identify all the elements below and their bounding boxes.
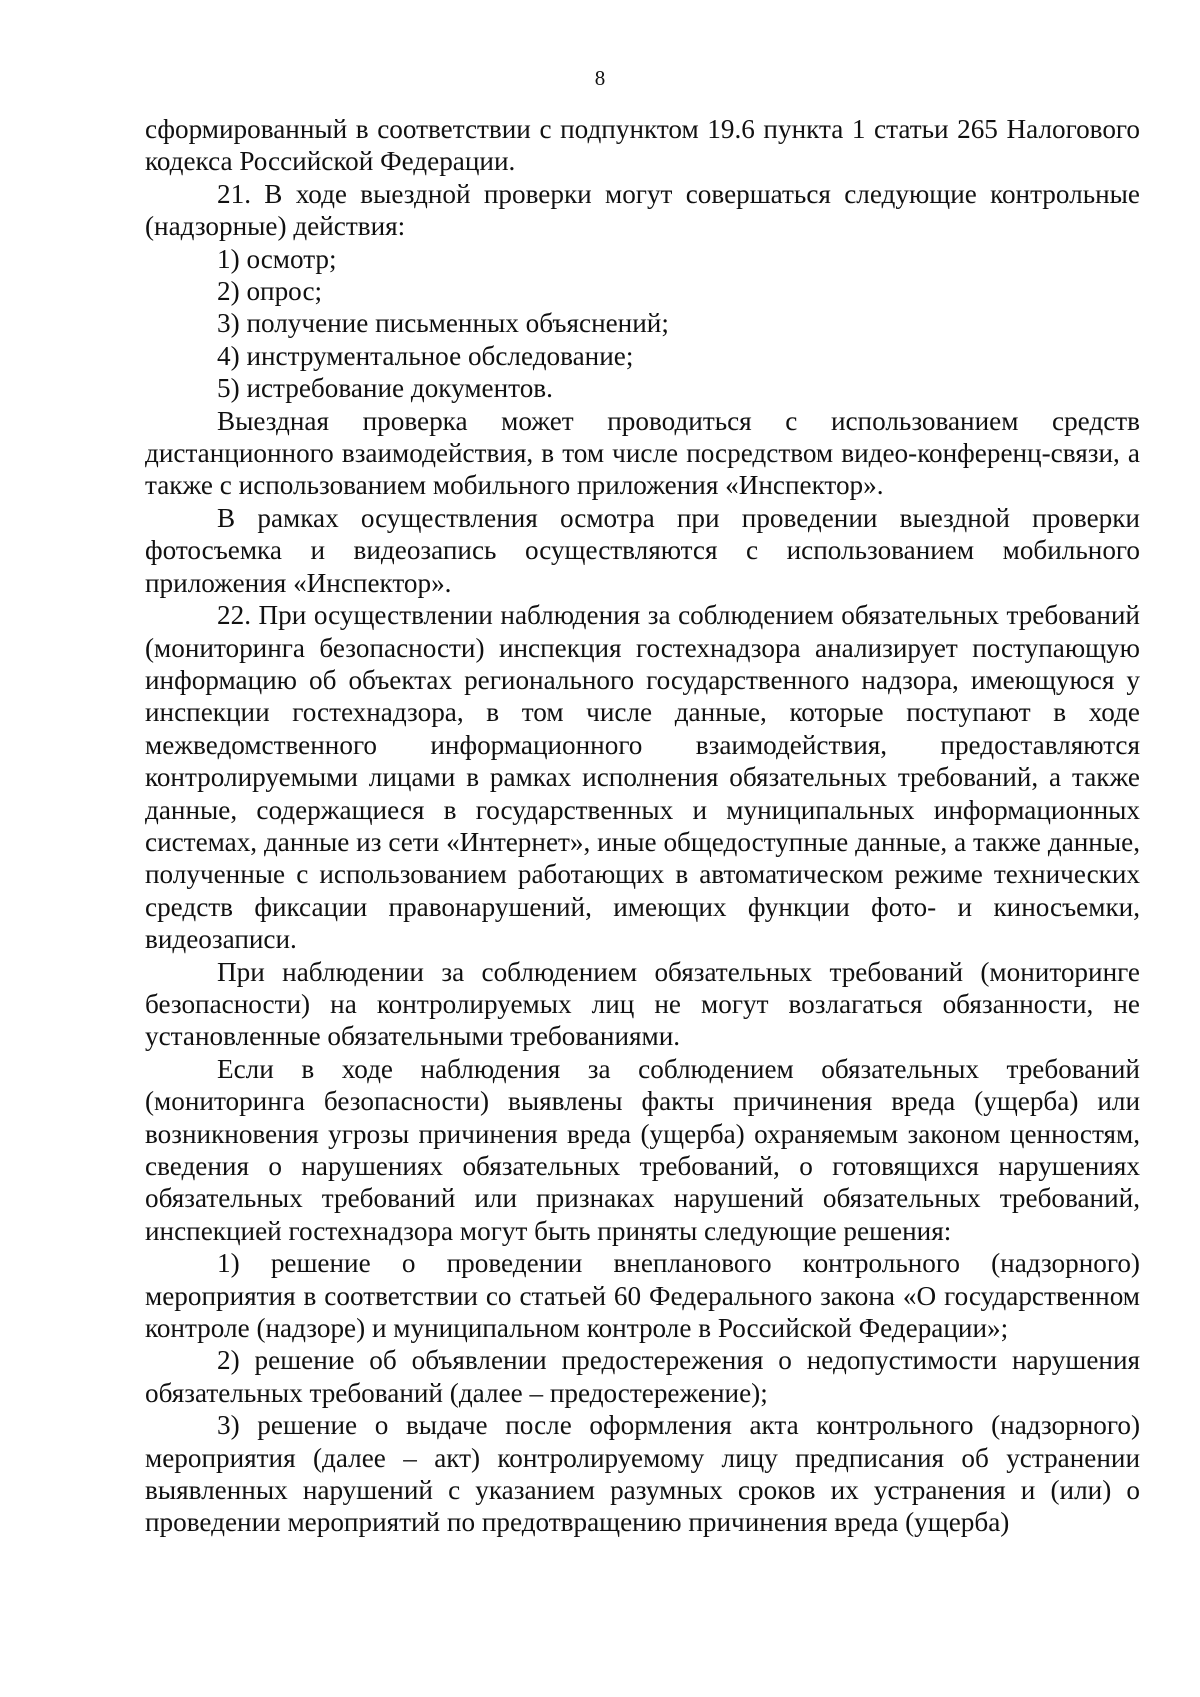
- list-item-instrumental-examination: 4) инструментальное обследование;: [217, 340, 634, 371]
- list-item-written-explanations: 3) получение письменных объяснений;: [217, 308, 669, 339]
- list-item-survey: 2) опрос;: [217, 276, 323, 307]
- list-item-prescription: 3) решение о выдаче после оформления акта контрольного (надзорного) мероприятия (далее – акт) контролируемому лицу предписания об устранении выявленных нарушений с указанием разумных сроков их устранения и (или) о проведении мероприятий по предотвращению причинения вреда (ущерба): [145, 1410, 1140, 1538]
- paragraph-photo-video: В рамках осуществления осмотра при проведении выездной проверки фотосъемка и видеозапись осуществляются с использованием мобильного приложения «Инспектор».: [145, 502, 1140, 598]
- paragraph-no-obligations: При наблюдении за соблюдением обязательных требований (мониторинге безопасности) на контролируемых лиц не могут возлагаться обязанности, не установленные обязательными требованиями.: [145, 956, 1140, 1052]
- list-item-warning: 2) решение об объявлении предостережения о недопустимости нарушения обязательных требований (далее – предостережение);: [145, 1345, 1140, 1408]
- list-item-unscheduled-event: 1) решение о проведении внепланового контрольного (надзорного) мероприятия в соответствии со статьей 60 Федерального закона «О государственном контроле (надзоре) и муниципальном контроле в Российской Федерации»;: [145, 1248, 1140, 1344]
- paragraph-continuation: сформированный в соответствии с подпунктом 19.6 пункта 1 статьи 265 Налогового кодекса Российской Федерации.: [145, 114, 1140, 177]
- list-item-inspection: 1) осмотр;: [217, 243, 337, 274]
- paragraph-clause-21: 21. В ходе выездной проверки могут совершаться следующие контрольные (надзорные) действия:: [145, 178, 1140, 242]
- list-item-document-request: 5) истребование документов.: [217, 373, 553, 404]
- paragraph-remote-interaction: Выездная проверка может проводиться с использованием средств дистанционного взаимодействия, в том числе посредством видео-конференц-связи, а также с использованием мобильного приложения «Инспектор».: [145, 405, 1140, 501]
- paragraph-decisions-intro: Если в ходе наблюдения за соблюдением обязательных требований (мониторинга безопасности) выявлены факты причинения вреда (ущерба) или возникновения угрозы причинения вреда (ущерба) охраняемым законом ценностям, сведения о нарушениях обязательных требований, о готовящихся нарушениях обязательных требований или признаках нарушений обязательных требований, инспекцией гостехнадзора могут быть приняты следующие решения:: [145, 1053, 1140, 1246]
- paragraph-clause-22: 22. При осуществлении наблюдения за соблюдением обязательных требований (мониторинга безопасности) инспекция гостехнадзора анализирует поступающую информацию об объектах регионального государственного надзора, имеющуюся у инспекции гостехнадзора, в том числе данные, которые поступают в ходе межведомственного информационного взаимодействия, предоставляются контролируемыми лицами в рамках исполнения обязательных требований, а также данные, содержащиеся в государственных и муниципальных информационных системах, данные из сети «Интернет», иные общедоступные данные, а также данные, полученные с использованием работающих в автоматическом режиме технических средств фиксации правонарушений, имеющих функции фото- и киносъемки, видеозаписи.: [145, 600, 1140, 955]
- document-body: [145, 113, 1140, 1539]
- page-number: 8: [594, 66, 606, 90]
